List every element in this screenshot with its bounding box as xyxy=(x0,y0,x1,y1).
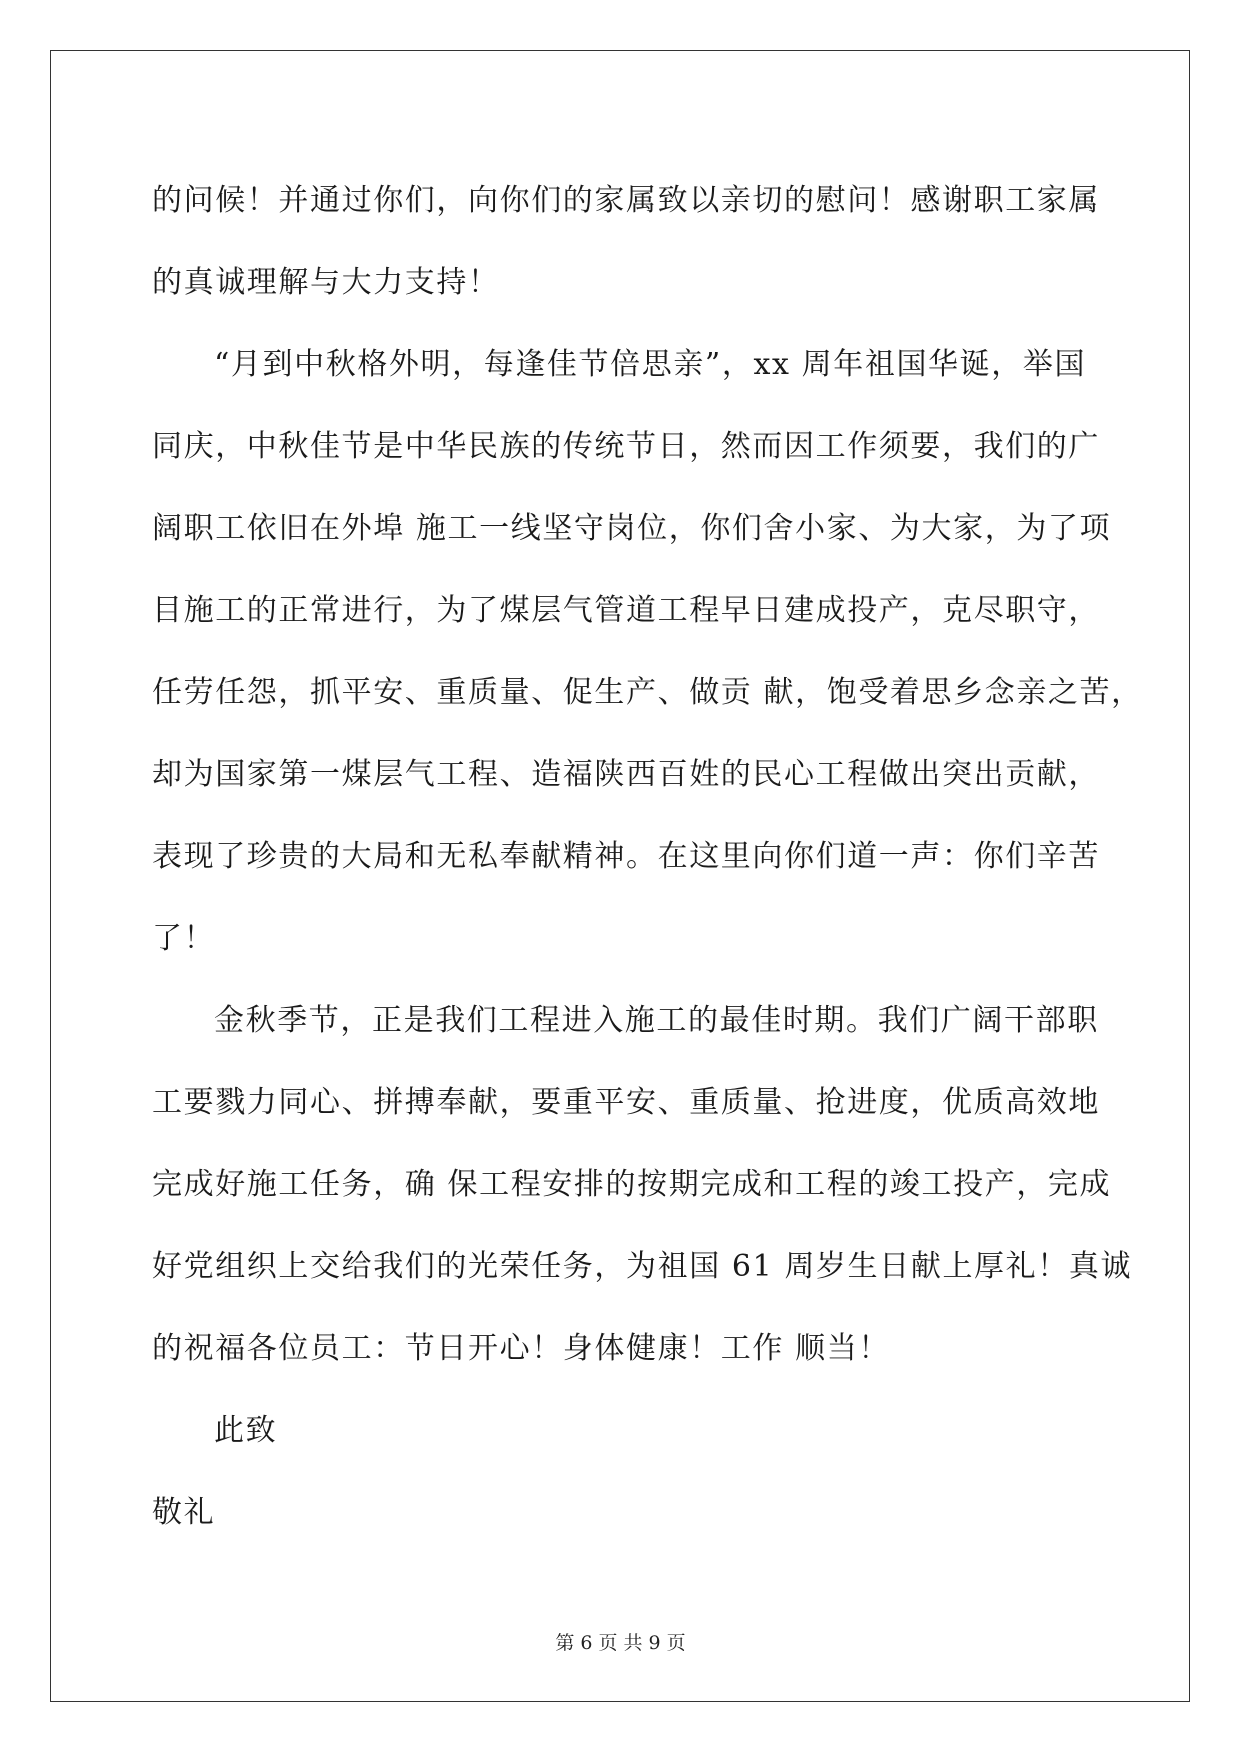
text-line: 了！ xyxy=(152,921,216,956)
text-line: 好党组织上交给我们的光荣任务，为祖国 61 周岁生日献上厚礼！真诚 xyxy=(152,1249,1133,1284)
closing-salutation: 此致 xyxy=(214,1413,278,1448)
text-line: 目施工的正常进行，为了煤层气管道工程早日建成投产，克尽职守， xyxy=(152,593,1100,628)
text-line: 同庆，中秋佳节是中华民族的传统节日，然而因工作须要，我们的广 xyxy=(152,429,1100,464)
text-line: 任劳任怨，抓平安、重质量、促生产、做贡 献，饱受着思乡念亲之苦， xyxy=(152,675,1143,710)
paragraph-start-line: 金秋季节，正是我们工程进入施工的最佳时期。我们广阔干部职 xyxy=(214,1003,1099,1038)
page-number-footer: 第 6 页 共 9 页 xyxy=(555,1632,686,1654)
text-line: 表现了珍贵的大局和无私奉献精神。在这里向你们道一声：你们辛苦 xyxy=(152,839,1100,874)
text-line: 的问候！并通过你们，向你们的家属致以亲切的慰问！感谢职工家属 xyxy=(152,183,1100,218)
text-line: 却为国家第一煤层气工程、造福陕西百姓的民心工程做出突出贡献， xyxy=(152,757,1100,792)
text-line: 的真诚理解与大力支持！ xyxy=(152,265,500,300)
text-line: 工要戮力同心、拼搏奉献，要重平安、重质量、抢进度，优质高效地 xyxy=(152,1085,1100,1120)
text-line: 完成好施工任务，确 保工程安排的按期完成和工程的竣工投产，完成 xyxy=(152,1167,1112,1202)
letter-body xyxy=(152,160,1143,1554)
text-line: 阔职工依旧在外埠 施工一线坚守岗位，你们舍小家、为大家，为了项 xyxy=(152,511,1112,546)
paragraph-start-line: “月到中秋格外明，每逢佳节倍思亲”，xx 周年祖国华诞，举国 xyxy=(214,347,1087,382)
closing-regards: 敬礼 xyxy=(152,1495,216,1530)
text-line: 的祝福各位员工：节日开心！身体健康！工作 顺当！ xyxy=(152,1331,890,1366)
